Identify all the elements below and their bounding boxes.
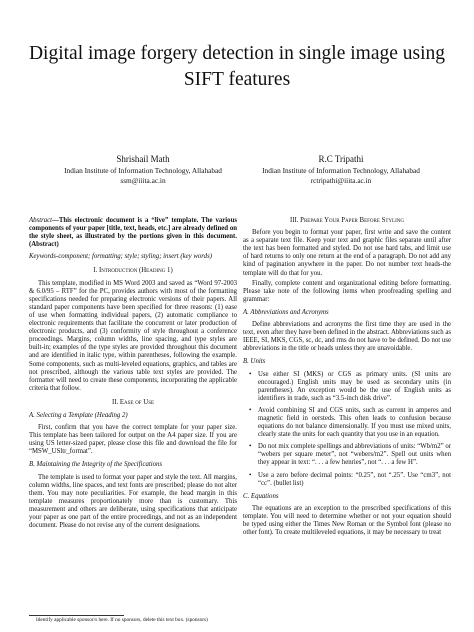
list-item: • Use a zero before decimal points: “0.25”, not “.25”. Use “cm3”, not “cc”. (bullet list)	[258, 472, 451, 488]
author-affiliation: Indian Institute of Information Technology, Allahabad	[64, 166, 222, 175]
author-email: ssm@iiita.ac.in	[120, 176, 166, 185]
introduction-paragraph: This template, modified in MS Word 2003 and saved as “Word 97-2003 & 6.0/95 – RTF” for the PC, provides authors with most of the formatting specifications needed for preparing electronic versions of their papers. All standard paper components have been specified for three reasons: (1) ease of use when formatting individual papers, (2) automatic compliance to electronic requirements that facilitate the concurrent or later production of electronic products, and (3) conformity of style throughout a conference proceedings. Margins, column widths, line spacing, and type styles are built-in; examples of the type styles are provided throughout this document and are identified in italic type, within parentheses, following the example. Some components, such as multi-leveled equations, graphics, and tables are not prescribed, although the various table text styles are provided. The formatter will need to create these components, incorporating the applicable criteria that follow.	[29, 279, 237, 392]
subsection-heading-integrity: B. Maintaining the Integrity of the Specifications	[29, 461, 163, 469]
author-block-1	[43, 153, 243, 186]
section-heading-introduction: I. Introduction (Heading 1)	[93, 267, 173, 275]
section-heading-ease-of-use: II. Ease of Use	[111, 398, 155, 406]
subsection-heading-equations: C. Equations	[243, 492, 279, 500]
integrity-paragraph: The template is used to format your paper and style the text. All margins, column widths, line spaces, and text fonts are prescribed; please do not alter them. You may note peculiarities. For example, the head margin in this template measures proportionately more than is customary. This measurement and others are deliberate, using specifications that anticipate your paper as one part of the entire proceedings, and not as an independent document. Please do not revise any of the current designations.	[29, 473, 237, 530]
subsection-heading-template: A. Selecting a Template (Heading 2)	[29, 411, 128, 419]
abstract-label: Abstract	[29, 217, 53, 224]
author-name: R.C Tripathi	[318, 154, 364, 164]
list-item: • Use either SI (MKS) or CGS as primary units. (SI units are encouraged.) English units may be used as secondary units (in parentheses). An exception would be the use of English units as identifiers in trade, such as “3.5-inch disk drive”.	[258, 371, 451, 403]
prepare-paragraph-1: Before you begin to format your paper, first write and save the content as a separate text file. Keep your text and graphic files separate until after the text has been formatted and styled. Do not use hard tabs, and limit use of hard returns to only one return at the end of a paragraph. Do not add any kind of pagination anywhere in the paper. Do not number text heads-the template will do that for you.	[243, 229, 451, 277]
keywords: Keywords-component; formatting; style; styling; insert (key words)	[29, 253, 212, 261]
template-paragraph: First, confirm that you have the correct template for your paper size. This template has been tailored for output on the A4 paper size. If you are using US letter-sized paper, please close this file and download the file for “MSW_USltr_format”.	[29, 424, 237, 456]
author-block-2	[241, 153, 441, 186]
equations-paragraph: The equations are an exception to the prescribed specifications of this template. You will need to determine whether or not your equation should be typed using either the Times New Roman or the Symbol font (please no other font). To create multileveled equations, it may be necessary to treat	[243, 504, 451, 537]
abbreviations-paragraph: Define abbreviations and acronyms the first time they are used in the text, even after they have been defined in the abstract. Abbreviations such as IEEE, SI, MKS, CGS, sc, dc, and rms do not have to be defined. Do not use abbreviations in the title or heads unless they are unavoidable.	[243, 321, 451, 353]
section-heading-prepare: III. Prepare Your Paper Before Styling	[289, 217, 404, 224]
footnote: Identify applicable sponsor/s here. If no sponsors, delete this text box. (sponsors)	[36, 617, 208, 623]
subsection-heading-units: B. Units	[243, 358, 266, 366]
abstract-text: This electronic document is a “live” template. The various components of your paper [title, text, heads, etc.] are already defined on the style sheet, as illustrated by the portions given in this document. (Abstract)	[29, 217, 237, 249]
list-item: • Avoid combining SI and CGS units, such as current in amperes and magnetic field in oersteds. This often leads to confusion because equations do not balance dimensionally. If you must use mixed units, clearly state the units for each quantity that you use in an equation.	[258, 407, 451, 439]
units-list	[243, 371, 451, 488]
abstract: Abstract—This electronic document is a “live” template. The various components of your paper [title, text, heads, etc.] are already defined on the style sheet, as illustrated by the portions given in this document. (Abstract)	[29, 217, 237, 249]
list-item: • Do not mix complete spellings and abbreviations of units: “Wb/m2” or “webers per square meter”, not “webers/m2”. Spell out units when they appear in text: “. . . a few henries”, not “. . . a few H”.	[258, 443, 451, 467]
prepare-paragraph-2: Finally, complete content and organizational editing before formatting. Please take note of the following items when proofreading spelling and grammar:	[243, 279, 451, 303]
author-affiliation: Indian Institute of Information Technology, Allahabad	[262, 166, 420, 175]
author-email: rctripathi@iiita.ac.in	[310, 176, 372, 185]
footnote-rule	[29, 615, 124, 616]
author-name: Shrishail Math	[116, 154, 170, 164]
left-column	[29, 217, 237, 532]
right-column	[243, 217, 451, 539]
subsection-heading-abbreviations: A. Abbreviations and Acronyms	[243, 308, 329, 316]
paper-title: Digital image forgery detection in single image using SIFT features	[28, 43, 446, 90]
